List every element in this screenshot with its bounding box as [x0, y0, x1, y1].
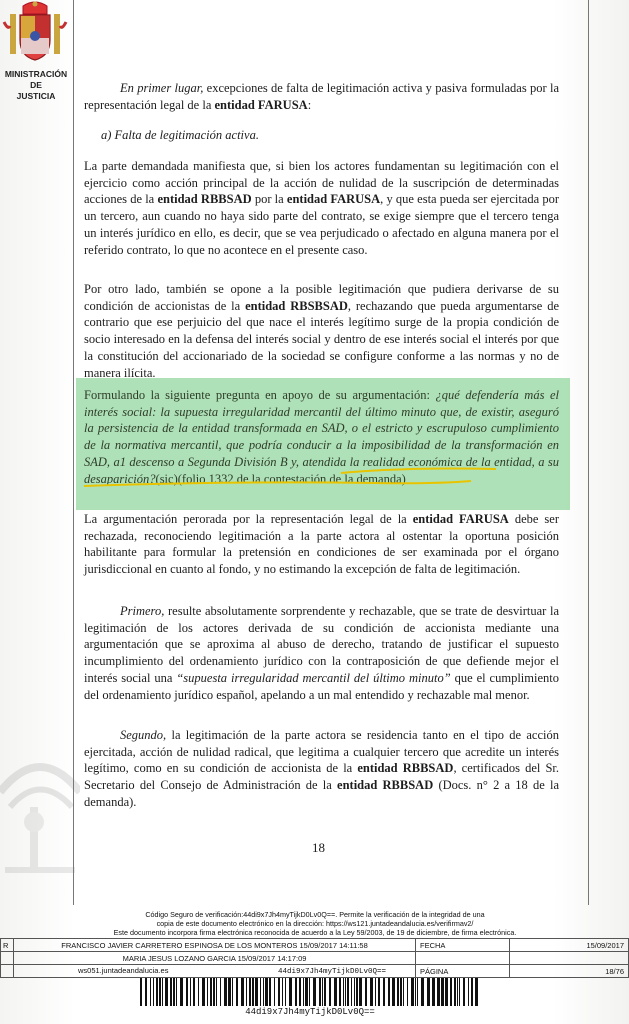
barcode-bar	[305, 978, 308, 1006]
coat-of-arms-icon	[2, 0, 68, 66]
barcode-bar	[236, 978, 238, 1006]
barcode-bar	[324, 978, 326, 1006]
barcode-bar	[445, 978, 448, 1006]
barcode-bar	[441, 978, 444, 1006]
barcode-bar	[319, 978, 321, 1006]
barcode-bar	[343, 978, 344, 1006]
barcode-bar	[213, 978, 215, 1006]
barcode-bar	[186, 978, 188, 1006]
signer-2: MARIA JESUS LOZANO GARCIA 15/09/2017 14:17:09	[14, 952, 416, 965]
barcode-bar	[224, 978, 227, 1006]
barcode-bar	[159, 978, 161, 1006]
barcode-bar	[421, 978, 424, 1006]
barcode-bar	[153, 978, 154, 1006]
barcode	[140, 978, 480, 1006]
barcode-bar	[170, 978, 172, 1006]
barcode-bar	[411, 978, 414, 1006]
barcode-bar	[252, 978, 254, 1006]
right-margin-rule	[588, 0, 589, 905]
barcode-bar	[347, 978, 349, 1006]
barcode-bar	[463, 978, 465, 1006]
barcode-bar	[198, 978, 199, 1006]
barcode-bar	[383, 978, 385, 1006]
junta-watermark-icon	[0, 752, 80, 902]
barcode-bar	[303, 978, 304, 1006]
barcode-bar	[278, 978, 280, 1006]
barcode-bar	[216, 978, 217, 1006]
paragraph-5: Primero, resulte absolutamente sorprendente y rechazable, que se trate de desvirtuar la legitimación de los actores derivada de su condición de accionista mediante una argumentación que se aproxima al abuso de derecho, tratando de justificar el supuesto incumplimiento del ordenamiento jurídico con la contraposición de que defiende mejor el interés social una “supuesta irregularidad mercantil del último minuto” que el cumplimiento del ordenamiento jurídico español, apelando a un mal entendido y rechazable mal menor.	[84, 604, 559, 702]
barcode-bar	[162, 978, 163, 1006]
paragraph-1: En primer lugar, excepciones de falta de legitimación activa y pasiva formuladas por la representación legal de la entidad FARUSA:	[84, 81, 559, 112]
section-heading: a) Falta de legitimación activa.	[101, 128, 259, 142]
page-number: 18	[312, 840, 325, 855]
barcode-bar	[450, 978, 452, 1006]
table-row	[1, 939, 629, 952]
barcode-bar	[246, 978, 247, 1006]
barcode-bar	[285, 978, 286, 1006]
barcode-bar	[432, 978, 435, 1006]
date-label: FECHA	[416, 939, 510, 952]
table-row	[1, 952, 629, 965]
barcode-bar	[370, 978, 373, 1006]
barcode-bar	[190, 978, 191, 1006]
paragraph-3: Por otro lado, también se opone a la posible legitimación que pudiera derivarse de su condición de accionistas de la entidad RBSBSAD, rechazando que pueda argumentarse de contrario que ese perjuicio del que nace el interés legítimo surge de la propia condición de socio interesado en la defensa del interés social y dentro de ese interés social el interés por que la constitución del accionariado de la sociedad se configure conforme a las normas y no de manera ilícita.	[84, 282, 560, 380]
barcode-bar	[339, 978, 341, 1006]
barcode-bar	[415, 978, 416, 1006]
table-row	[1, 965, 629, 978]
barcode-bar	[289, 978, 292, 1006]
barcode-text: 44di9x7Jh4myTijkD0Lv0Q==	[245, 1007, 375, 1017]
barcode-bar	[359, 978, 362, 1006]
barcode-bar	[263, 978, 264, 1006]
row-prefix: R	[1, 939, 14, 952]
verification-note: Código Seguro de verificación:44di9x7Jh4myTijkD0Lv0Q==. Permite la verificación de la integridad de una copia de este documento electrónico en la dirección: https://ws121.juntadeandalucia.es/verifirmav2/ Este documento incorpora firma electrónica reconocida de acuerdo a la Ley 59/2003, de 19 de diciembre, de firma electrónica.	[113, 910, 517, 937]
barcode-bar	[329, 978, 331, 1006]
barcode-bar	[378, 978, 380, 1006]
barcode-bar	[471, 978, 473, 1006]
date-value: 15/09/2017	[510, 939, 629, 952]
barcode-bar	[407, 978, 408, 1006]
barcode-bar	[392, 978, 395, 1006]
barcode-bar	[282, 978, 283, 1006]
barcode-bar	[210, 978, 212, 1006]
barcode-bar	[468, 978, 469, 1006]
barcode-bar	[457, 978, 458, 1006]
barcode-bar	[356, 978, 358, 1006]
signature-table	[0, 938, 629, 978]
barcode-bar	[400, 978, 402, 1006]
barcode-bar	[173, 978, 175, 1006]
barcode-bar	[220, 978, 221, 1006]
barcode-bar	[269, 978, 271, 1006]
barcode-bar	[193, 978, 195, 1006]
barcode-bar	[140, 978, 142, 1006]
barcode-bar	[365, 978, 367, 1006]
site-and-code	[14, 965, 416, 978]
page-label: PÁGINA	[416, 965, 510, 978]
barcode-bar	[241, 978, 244, 1006]
signature-footer	[0, 906, 629, 1024]
barcode-bar	[165, 978, 168, 1006]
barcode-bar	[176, 978, 177, 1006]
page-value: 18/76	[510, 965, 629, 978]
barcode-bar	[417, 978, 418, 1006]
barcode-bar	[454, 978, 456, 1006]
barcode-bar	[249, 978, 251, 1006]
barcode-bar	[274, 978, 275, 1006]
barcode-bar	[437, 978, 440, 1006]
paragraph-6: Segundo, la legitimación de la parte actora se residencia tanto en el tipo de acción ejercitada, acción de nulidad radical, que legitima a cualquier tercero que acredite un interés legítimo, como en su condición de accionista de la entidad RBBSAD, certificados del Sr. Secretario del Consejo de Administración de la entidad RBBSAD (Docs. n° 2 a 18 de la demanda).	[84, 728, 560, 809]
ministry-label: MINISTRACIÓN DE JUSTICIA	[4, 69, 68, 101]
barcode-bar	[354, 978, 355, 1006]
paragraph-4: La argumentación perorada por la representación legal de la entidad FARUSA debe ser rechazada, reconociendo legitimación a la parte actora al ostentar la oportuna posición habilitante para formular la pretensión en condiciones de ser examinada por el órgano jurisdiccional en cuanto al fondo, y no estimando la excepción de falta de legitimación.	[84, 512, 560, 577]
barcode-bar	[180, 978, 183, 1006]
barcode-bar	[309, 978, 310, 1006]
barcode-bar	[228, 978, 231, 1006]
signer-1: FRANCISCO JAVIER CARRETERO ESPINOSA DE LOS MONTEROS 15/09/2017 14:11:58	[14, 939, 416, 952]
barcode-bar	[265, 978, 268, 1006]
barcode-bar	[150, 978, 151, 1006]
barcode-bar	[397, 978, 399, 1006]
barcode-bar	[255, 978, 258, 1006]
barcode-bar	[403, 978, 404, 1006]
barcode-bar	[334, 978, 337, 1006]
barcode-bar	[459, 978, 460, 1006]
barcode-bar	[207, 978, 208, 1006]
barcode-bar	[475, 978, 478, 1006]
barcode-bar	[322, 978, 323, 1006]
barcode-bar	[388, 978, 390, 1006]
site-url[interactable]: ws051.juntadeandalucia.es	[78, 966, 169, 975]
verification-code: 44di9x7Jh4myTijkD0Lv0Q==	[278, 968, 387, 976]
barcode-bar	[313, 978, 316, 1006]
barcode-bar	[156, 978, 158, 1006]
barcode-bar	[260, 978, 261, 1006]
barcode-bar	[295, 978, 297, 1006]
paragraph-2: La parte demandada manifiesta que, si bien los actores fundamentan su legitimación con el ejercicio como acción principal de la acción de nulidad de la suscripción de determinadas acciones de la entidad RBBSAD por la entidad FARUSA, y que esta pueda ser ejercitada por un tercero, aun cuando no haya sido parte del contrato, se exige siempre que el tercero tenga un interés jurídico en ello, es decir, que se vea perjudicado o afectado en alguna manera por el referido contrato, lo que no acontece en el presente caso.	[84, 159, 560, 257]
highlighted-paragraph: Formulando la siguiente pregunta en apoyo de su argumentación: ¿qué defendería más el interés social: la supuesta irregularidad mercantil del último minuto que, de existir, aseguró la persistencia de la entidad transformada en SAD, o el estricto y escrupuloso cumplimiento de la normativa mercantil, que podría conducir a la imposibilidad de la transformación en SAD, a1 descenso a Segunda División B y, atendida la realidad económica de la entidad, a su desaparición?(sic)(folio 1332 de la contestación de la demanda)	[84, 388, 559, 486]
barcode-bar	[232, 978, 233, 1006]
barcode-bar	[202, 978, 205, 1006]
barcode-bar	[375, 978, 376, 1006]
barcode-bar	[145, 978, 147, 1006]
barcode-bar	[427, 978, 430, 1006]
barcode-bar	[351, 978, 352, 1006]
barcode-bar	[345, 978, 346, 1006]
barcode-bar	[299, 978, 301, 1006]
